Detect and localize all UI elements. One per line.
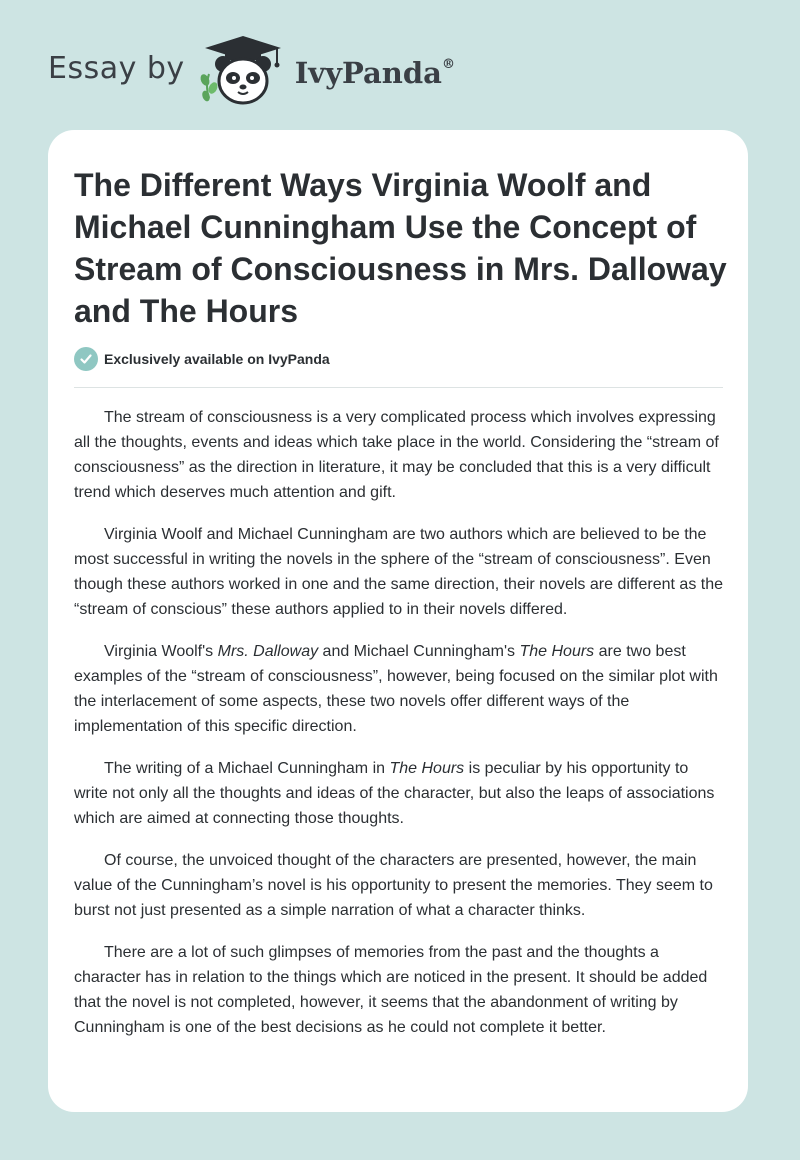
divider: [74, 387, 723, 388]
book-title: The Hours: [389, 760, 465, 777]
exclusive-badge-label: Exclusively available on IvyPanda: [104, 351, 330, 367]
text-run: and Michael Cunningham's: [318, 643, 520, 660]
text-run: Virginia Woolf's: [104, 643, 218, 660]
site-header: [48, 34, 455, 108]
exclusive-badge: [74, 347, 330, 371]
text-run: The stream of consciousness is a very complicated process which involves expressing all the thoughts, events and ideas which take place in the world. Considering the “stream of consciousness” as the direction in literature, it may be concluded that this is a very difficult trend which deserves much attention and gift.: [74, 409, 719, 501]
essay-card: [48, 130, 748, 1112]
essay-paragraph: [74, 940, 726, 1040]
check-circle-icon: [74, 347, 98, 371]
book-title: The Hours: [519, 643, 595, 660]
essay-paragraph: [74, 522, 726, 622]
essay-paragraph: [74, 756, 726, 831]
essay-paragraph: [74, 848, 726, 923]
essay-by-label: Essay by: [48, 50, 185, 86]
text-run: Virginia Woolf and Michael Cunningham are two authors which are believed to be the most successful in writing the novels in the sphere of the “stream of consciousness”. Even though these authors worked in one and the same direction, their novels are different as the “stream of conscious” these authors applied to in their novels differed.: [74, 526, 723, 618]
text-run: is peculiar by his opportunity to write not only all the thoughts and ideas of the character, but also the leaps of associations which are aimed at connecting those thoughts.: [74, 760, 715, 827]
essay-paragraph: [74, 639, 726, 739]
text-run: are two best examples of the “stream of consciousness”, however, being focused on the similar plot with the interlacement of some aspects, these two novels offer different ways of the implementation of this specific direction.: [74, 643, 718, 735]
text-run: There are a lot of such glimpses of memories from the past and the thoughts a character has in relation to the things which are noticed in the present. It should be added that the novel is not completed, however, it seems that the abandonment of writing by Cunningham is one of the best decisions as he could not complete it better.: [74, 944, 708, 1036]
ivypanda-logo-icon[interactable]: [195, 34, 291, 108]
brand-name[interactable]: [295, 56, 455, 90]
essay-paragraph: [74, 405, 726, 505]
text-run: The writing of a Michael Cunningham in: [104, 760, 390, 777]
essay-title: The Different Ways Virginia Woolf and Michael Cunningham Use the Concept of Stream of Consciousness in Mrs. Dalloway and The Hours: [74, 167, 727, 329]
text-run: Of course, the unvoiced thought of the characters are presented, however, the main value of the Cunningham’s novel is his opportunity to present the memories. They seem to burst not just presented as a simple narration of what a character thinks.: [74, 852, 713, 919]
registered-mark: ®: [441, 57, 455, 73]
book-title: Mrs. Dalloway: [217, 643, 319, 660]
essay-body: [74, 405, 726, 1057]
brand-name-text: IvyPanda: [294, 56, 442, 90]
